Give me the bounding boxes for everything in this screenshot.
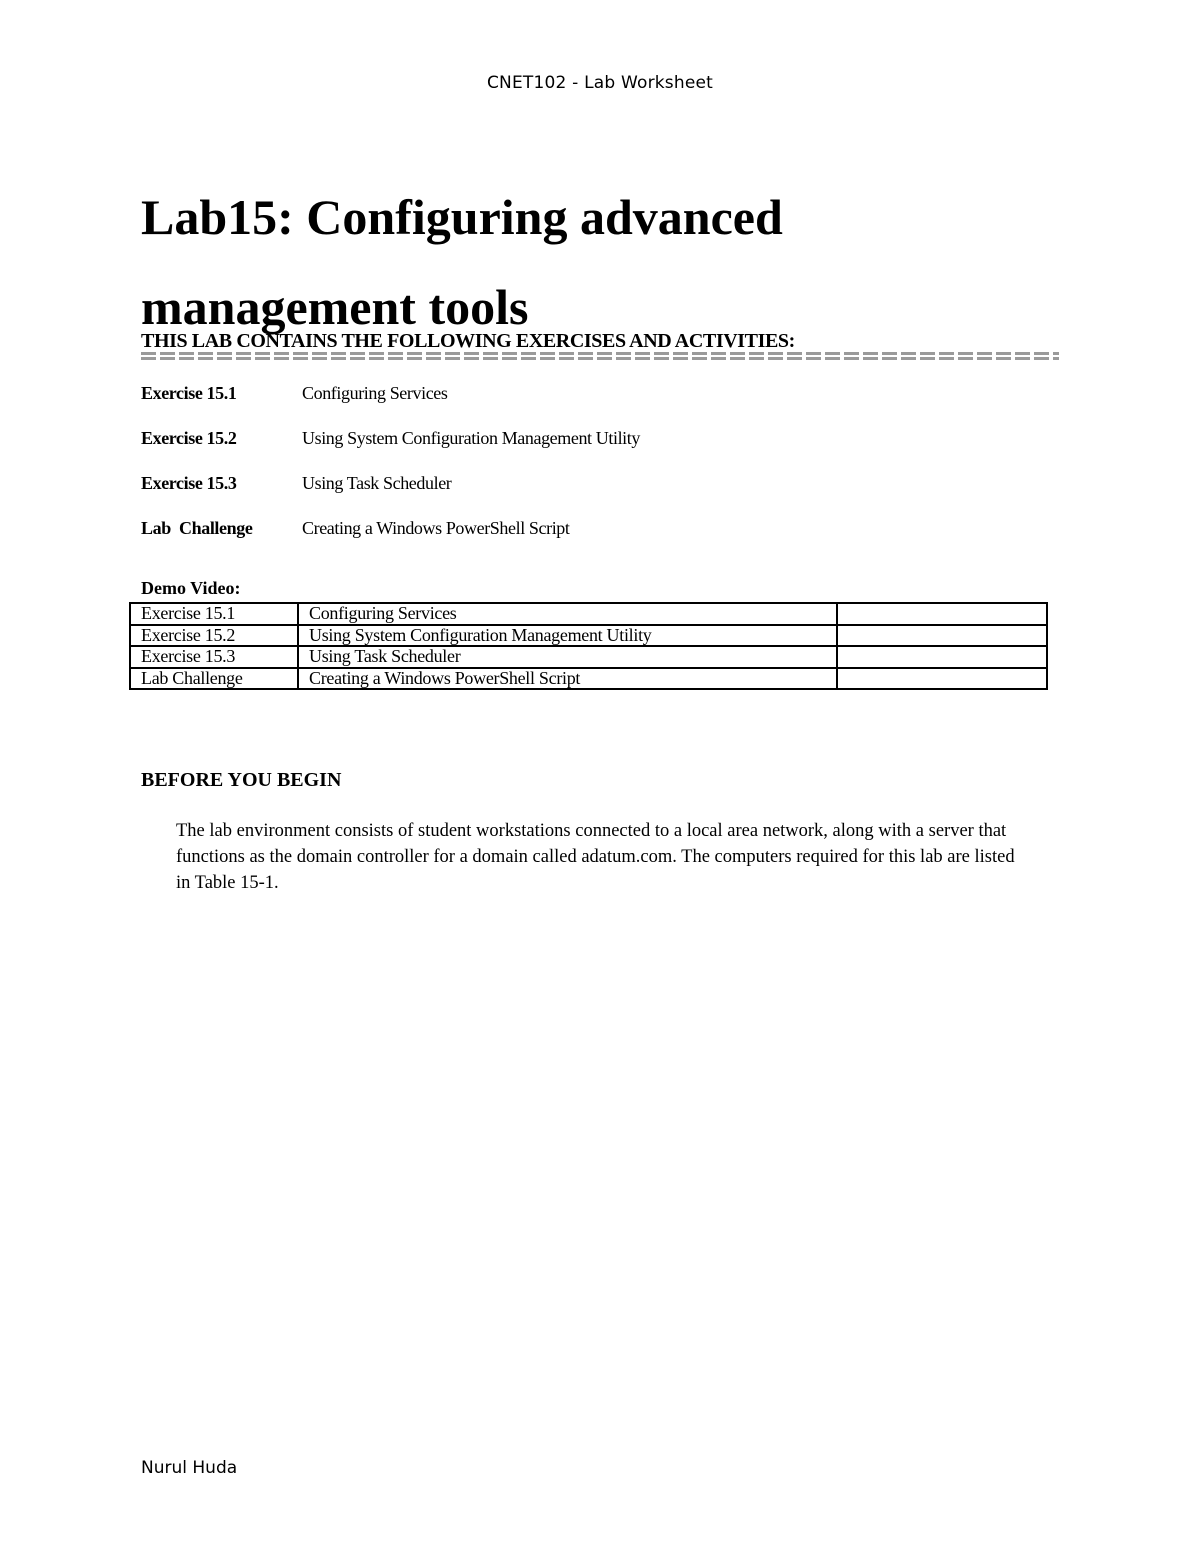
exercise-list	[141, 383, 1041, 563]
table-cell-label: Exercise 15.2	[130, 625, 298, 647]
page-header: CNET102 - Lab Worksheet	[486, 73, 714, 93]
exercise-label: Exercise 15.1	[141, 383, 237, 403]
table-cell-title: Creating a Windows PowerShell Script	[298, 668, 837, 690]
table-cell-title: Using Task Scheduler	[298, 646, 837, 668]
exercise-item	[141, 383, 1041, 428]
exercise-item	[141, 518, 1041, 563]
page-footer: Nurul Huda	[141, 1458, 238, 1478]
exercise-item	[141, 428, 1041, 473]
exercise-title: Configuring Services	[302, 383, 448, 403]
table-row	[130, 625, 1047, 647]
dashed-divider	[141, 352, 1059, 360]
table-row	[130, 603, 1047, 625]
exercise-label: Exercise 15.3	[141, 473, 237, 493]
table-row	[130, 668, 1047, 690]
table-cell-video-link[interactable]	[837, 625, 1047, 647]
table-cell-title: Configuring Services	[298, 603, 837, 625]
document-title	[141, 172, 1041, 352]
demo-video-label: Demo Video:	[141, 578, 241, 598]
exercise-label: Exercise 15.2	[141, 428, 237, 448]
before-you-begin-paragraph: The lab environment consists of student workstations connected to a local area network, along with a server that functions as the domain controller for a domain called adatum.com. The computers required for this lab are listed in Table 15-1.	[176, 821, 1015, 893]
title-line-2: management tools	[141, 279, 529, 335]
exercise-title: Creating a Windows PowerShell Script	[302, 518, 570, 538]
exercise-label: Lab Challenge	[141, 518, 253, 538]
table-cell-video-link[interactable]	[837, 603, 1047, 625]
exercise-item	[141, 473, 1041, 518]
exercises-subheading: THIS LAB CONTAINS THE FOLLOWING EXERCISES AND ACTIVITIES:	[141, 330, 795, 352]
table-cell-title: Using System Configuration Management Utility	[298, 625, 837, 647]
table-cell-video-link[interactable]	[837, 646, 1047, 668]
exercise-title: Using Task Scheduler	[302, 473, 452, 493]
before-you-begin-heading: BEFORE YOU BEGIN	[141, 769, 342, 791]
table-cell-label: Lab Challenge	[130, 668, 298, 690]
table-cell-label: Exercise 15.3	[130, 646, 298, 668]
table-cell-video-link[interactable]	[837, 668, 1047, 690]
table-row	[130, 646, 1047, 668]
title-line-1: Lab15: Configuring advanced	[141, 189, 783, 245]
demo-video-table	[129, 602, 1048, 690]
exercise-title: Using System Configuration Management Utility	[302, 428, 640, 448]
table-cell-label: Exercise 15.1	[130, 603, 298, 625]
